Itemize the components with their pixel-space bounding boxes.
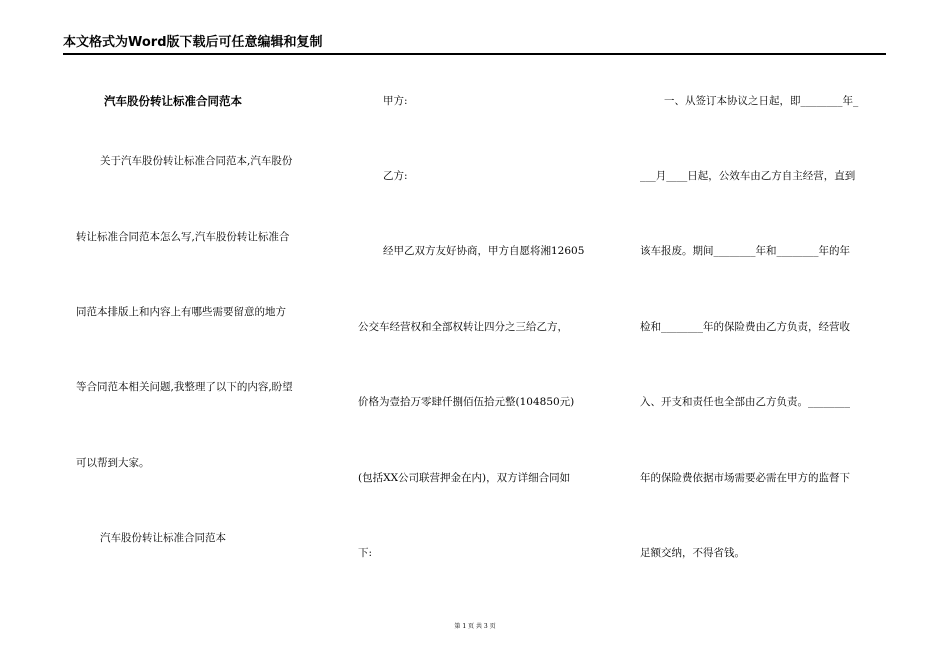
col3-line: 足额交纳，不得省钱。 [640,547,745,559]
col1-line: 关于汽车股份转让标准合同范本,汽车股份 [100,155,293,167]
col1-line: 可以帮到大家。 [76,457,150,469]
page-number: 第 1 页 共 3 页 [454,623,496,630]
col3-line: 一、从签订本协议之日起，即________年_ [664,95,859,107]
col2-line: 甲方: [383,95,408,107]
col3-line: 该车报废。期间________年和________年的年 [640,245,850,257]
col2-line: 下: [358,547,373,559]
col1-line: 转让标准合同范本怎么写,汽车股份转让标准合 [76,231,290,243]
col2-line: (包括XX公司联营押金在内)，双方详细合同如 [358,472,571,484]
col2-line: 公交车经营权和全部权转让四分之三给乙方， [358,321,568,333]
col3-line: ___月____日起，公效车由乙方自主经营，直到 [640,170,856,182]
col2-line: 价格为壹拾万零肆仟捌佰伍拾元整(104850元) [358,396,575,408]
col3-line: 入、开支和责任也全部由乙方负责。________ [640,396,850,408]
col3-line: 检和________年的保险费由乙方负责，经营收 [640,321,850,333]
col1-line: 同范本排版上和内容上有哪些需要留意的地方 [76,306,286,318]
col2-line: 经甲乙双方友好协商，甲方自愿将湘12605 [383,245,585,257]
header-text: 本文格式为Word版下载后可任意编辑和复制 [63,35,323,50]
col2-line: 乙方: [383,170,408,182]
col3-line: 年的保险费依据市场需要必需在甲方的监督下 [640,472,850,484]
col1-line: 等合同范本相关问题,我整理了以下的内容,盼望 [76,381,293,393]
document-title: 汽车股份转让标准合同范本 [104,94,242,108]
col1-line: 汽车股份转让标准合同范本 [100,532,226,544]
page-header [63,35,886,55]
